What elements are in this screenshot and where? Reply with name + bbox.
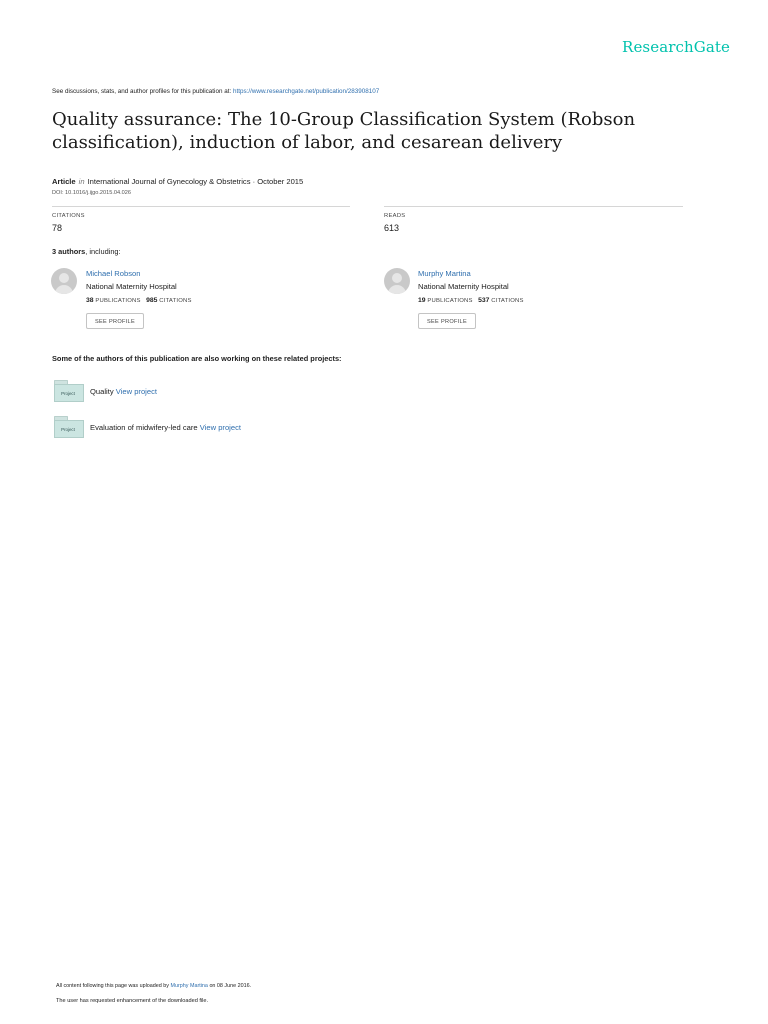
author-publications-label: PUBLICATIONS xyxy=(95,298,141,304)
author-publications-label: PUBLICATIONS xyxy=(427,298,473,304)
author-citations-count: 537 xyxy=(478,297,490,304)
project-name: Quality xyxy=(90,387,114,396)
author-stats xyxy=(86,297,192,304)
publication-url-link[interactable]: https://www.researchgate.net/publication/283908107 xyxy=(232,88,380,95)
uploader-link[interactable]: Murphy Martina xyxy=(170,983,208,989)
reads-divider xyxy=(384,206,683,207)
author-name-link[interactable]: Michael Robson xyxy=(86,269,141,278)
author-institution: National Maternity Hospital xyxy=(86,282,177,291)
project-item xyxy=(90,423,241,432)
project-folder-icon xyxy=(53,380,83,402)
discussion-prefix: See discussions, stats, and author profiles for this publication at: xyxy=(52,88,232,95)
project-name: Evaluation of midwifery-led care xyxy=(90,423,198,432)
authors-heading xyxy=(52,247,121,256)
project-item xyxy=(90,387,157,396)
project-icon-label: Project xyxy=(61,391,75,396)
upload-suffix: on 08 June 2016. xyxy=(209,983,252,989)
authors-count: 3 authors xyxy=(52,247,86,256)
enhancement-note: The user has requested enhancement of the downloaded file. xyxy=(56,998,209,1004)
author-publications-count: 38 xyxy=(86,297,94,304)
discussion-line xyxy=(52,88,379,95)
page-title: Quality assurance: The 10-Group Classification System (Robson classification), induction of labor, and cesarean delivery xyxy=(52,109,636,153)
author-publications-count: 19 xyxy=(418,297,426,304)
author-stats xyxy=(418,297,524,304)
see-profile-button[interactable]: SEE PROFILE xyxy=(418,313,476,329)
related-projects-heading: Some of the authors of this publication are also working on these related projects: xyxy=(52,354,342,363)
article-in: in xyxy=(78,177,85,186)
article-meta xyxy=(52,177,303,186)
author-citations-label: CITATIONS xyxy=(491,298,524,304)
author-avatar-icon[interactable] xyxy=(384,268,410,294)
article-type: Article xyxy=(52,177,76,186)
view-project-link[interactable]: View project xyxy=(115,387,157,396)
author-institution: National Maternity Hospital xyxy=(418,282,509,291)
reads-count: 613 xyxy=(384,223,400,233)
researchgate-logo[interactable]: ResearchGate xyxy=(622,38,730,56)
upload-prefix: All content following this page was uploaded by xyxy=(56,983,169,989)
journal-name: International Journal of Gynecology & Obstetrics · October 2015 xyxy=(87,177,304,186)
authors-heading-suffix: , including: xyxy=(85,247,121,256)
author-citations-label: CITATIONS xyxy=(159,298,192,304)
author-citations-count: 985 xyxy=(146,297,158,304)
doi-text: DOI: 10.1016/j.ijgo.2015.04.026 xyxy=(52,190,131,196)
view-project-link[interactable]: View project xyxy=(199,423,241,432)
citations-divider xyxy=(52,206,350,207)
citations-label: CITATIONS xyxy=(52,213,85,219)
upload-notice xyxy=(56,983,251,989)
project-icon-label: Project xyxy=(61,427,75,432)
citations-count: 78 xyxy=(52,223,63,233)
author-name-link[interactable]: Murphy Martina xyxy=(418,269,471,278)
see-profile-button[interactable]: SEE PROFILE xyxy=(86,313,144,329)
author-avatar-icon[interactable] xyxy=(51,268,77,294)
reads-label: READS xyxy=(384,213,406,219)
project-folder-icon xyxy=(53,416,83,438)
